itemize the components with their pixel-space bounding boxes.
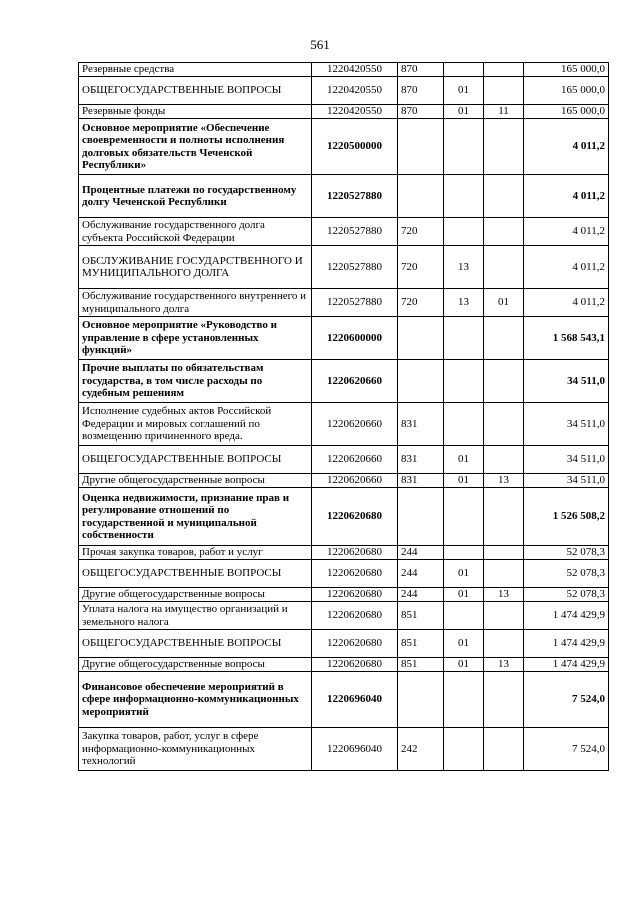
expense-type-cell [398, 672, 444, 728]
subsection-cell [484, 175, 524, 218]
expense-name-cell: Обслуживание государственного долга субъекта Российской Федерации [79, 218, 312, 246]
expense-type-cell: 831 [398, 446, 444, 474]
target-article-cell: 1220620660 [312, 403, 398, 446]
table-row [79, 602, 609, 630]
amount-cell: 1 474 429,9 [524, 630, 609, 658]
section-cell [444, 218, 484, 246]
expense-type-cell: 720 [398, 246, 444, 289]
subsection-cell [484, 488, 524, 546]
target-article-cell: 1220527880 [312, 289, 398, 317]
expense-name-cell: Другие общегосударственные вопросы [79, 658, 312, 672]
table-row [79, 403, 609, 446]
target-article-cell: 1220420550 [312, 105, 398, 119]
amount-cell: 165 000,0 [524, 63, 609, 77]
amount-cell: 1 568 543,1 [524, 317, 609, 360]
table-row [79, 672, 609, 728]
amount-cell: 34 511,0 [524, 403, 609, 446]
section-cell: 13 [444, 289, 484, 317]
expense-type-cell [398, 175, 444, 218]
target-article-cell: 1220620680 [312, 488, 398, 546]
section-cell: 01 [444, 446, 484, 474]
section-cell [444, 602, 484, 630]
subsection-cell [484, 63, 524, 77]
amount-cell: 4 011,2 [524, 175, 609, 218]
amount-cell: 52 078,3 [524, 560, 609, 588]
amount-cell: 7 524,0 [524, 728, 609, 771]
target-article-cell: 1220620660 [312, 360, 398, 403]
expense-type-cell [398, 119, 444, 175]
subsection-cell: 13 [484, 588, 524, 602]
expense-name-cell: Обслуживание государственного внутреннего и муниципального долга [79, 289, 312, 317]
target-article-cell: 1220620660 [312, 446, 398, 474]
subsection-cell: 13 [484, 474, 524, 488]
amount-cell: 4 011,2 [524, 289, 609, 317]
amount-cell: 4 011,2 [524, 119, 609, 175]
budget-table-body [79, 63, 609, 771]
table-row [79, 317, 609, 360]
expense-name-cell: ОБЩЕГОСУДАРСТВЕННЫЕ ВОПРОСЫ [79, 560, 312, 588]
subsection-cell [484, 728, 524, 771]
expense-type-cell: 720 [398, 218, 444, 246]
amount-cell: 4 011,2 [524, 246, 609, 289]
amount-cell: 165 000,0 [524, 77, 609, 105]
target-article-cell: 1220527880 [312, 218, 398, 246]
target-article-cell: 1220620680 [312, 602, 398, 630]
section-cell [444, 728, 484, 771]
table-row [79, 560, 609, 588]
target-article-cell: 1220696040 [312, 672, 398, 728]
section-cell: 01 [444, 658, 484, 672]
expense-name-cell: Исполнение судебных актов Российской Федерации и мировых соглашений по возмещению причиненного вреда. [79, 403, 312, 446]
table-row [79, 119, 609, 175]
table-row [79, 588, 609, 602]
section-cell [444, 175, 484, 218]
subsection-cell [484, 317, 524, 360]
subsection-cell [484, 77, 524, 105]
expense-name-cell: Процентные платежи по государственному долгу Чеченской Республики [79, 175, 312, 218]
section-cell: 01 [444, 105, 484, 119]
subsection-cell: 13 [484, 658, 524, 672]
section-cell: 01 [444, 474, 484, 488]
expense-type-cell: 244 [398, 546, 444, 560]
section-cell [444, 672, 484, 728]
section-cell [444, 488, 484, 546]
subsection-cell [484, 560, 524, 588]
expense-type-cell: 851 [398, 602, 444, 630]
amount-cell: 4 011,2 [524, 218, 609, 246]
table-row [79, 658, 609, 672]
expense-type-cell: 244 [398, 560, 444, 588]
table-row [79, 488, 609, 546]
target-article-cell: 1220620660 [312, 474, 398, 488]
table-row [79, 630, 609, 658]
subsection-cell [484, 546, 524, 560]
target-article-cell: 1220696040 [312, 728, 398, 771]
expense-type-cell: 851 [398, 630, 444, 658]
expense-type-cell: 831 [398, 403, 444, 446]
subsection-cell [484, 218, 524, 246]
section-cell [444, 317, 484, 360]
section-cell [444, 63, 484, 77]
amount-cell: 52 078,3 [524, 588, 609, 602]
amount-cell: 34 511,0 [524, 360, 609, 403]
target-article-cell: 1220620680 [312, 560, 398, 588]
table-row [79, 218, 609, 246]
expense-name-cell: Прочие выплаты по обязательствам государства, в том числе расходы по судебным решениям [79, 360, 312, 403]
subsection-cell [484, 630, 524, 658]
expense-name-cell: Прочая закупка товаров, работ и услуг [79, 546, 312, 560]
subsection-cell: 11 [484, 105, 524, 119]
table-row [79, 77, 609, 105]
target-article-cell: 1220620680 [312, 546, 398, 560]
table-row [79, 446, 609, 474]
expense-type-cell: 244 [398, 588, 444, 602]
subsection-cell [484, 446, 524, 474]
expense-type-cell [398, 317, 444, 360]
budget-table [78, 62, 609, 771]
expense-type-cell [398, 488, 444, 546]
subsection-cell: 01 [484, 289, 524, 317]
section-cell: 13 [444, 246, 484, 289]
table-row [79, 474, 609, 488]
expense-type-cell: 870 [398, 63, 444, 77]
expense-type-cell: 870 [398, 77, 444, 105]
table-row [79, 728, 609, 771]
expense-name-cell: Резервные средства [79, 63, 312, 77]
expense-name-cell: Уплата налога на имущество организаций и земельного налога [79, 602, 312, 630]
table-row [79, 175, 609, 218]
expense-type-cell: 831 [398, 474, 444, 488]
section-cell [444, 360, 484, 403]
section-cell: 01 [444, 560, 484, 588]
expense-type-cell: 851 [398, 658, 444, 672]
amount-cell: 165 000,0 [524, 105, 609, 119]
expense-name-cell: ОБЩЕГОСУДАРСТВЕННЫЕ ВОПРОСЫ [79, 446, 312, 474]
expense-name-cell: Финансовое обеспечение мероприятий в сфере информационно-коммуникационных мероприятий [79, 672, 312, 728]
target-article-cell: 1220600000 [312, 317, 398, 360]
target-article-cell: 1220500000 [312, 119, 398, 175]
expense-name-cell: Резервные фонды [79, 105, 312, 119]
amount-cell: 34 511,0 [524, 474, 609, 488]
section-cell [444, 119, 484, 175]
expense-type-cell: 242 [398, 728, 444, 771]
section-cell: 01 [444, 77, 484, 105]
expense-name-cell: Другие общегосударственные вопросы [79, 588, 312, 602]
amount-cell: 1 474 429,9 [524, 602, 609, 630]
target-article-cell: 1220527880 [312, 175, 398, 218]
expense-type-cell: 870 [398, 105, 444, 119]
amount-cell: 1 526 508,2 [524, 488, 609, 546]
expense-type-cell [398, 360, 444, 403]
amount-cell: 34 511,0 [524, 446, 609, 474]
table-row [79, 360, 609, 403]
expense-name-cell: Оценка недвижимости, признание прав и регулирование отношений по государственной и муниципальной собственности [79, 488, 312, 546]
expense-name-cell: ОБЩЕГОСУДАРСТВЕННЫЕ ВОПРОСЫ [79, 77, 312, 105]
amount-cell: 1 474 429,9 [524, 658, 609, 672]
target-article-cell: 1220620680 [312, 658, 398, 672]
section-cell [444, 546, 484, 560]
expense-name-cell: ОБЩЕГОСУДАРСТВЕННЫЕ ВОПРОСЫ [79, 630, 312, 658]
subsection-cell [484, 602, 524, 630]
target-article-cell: 1220527880 [312, 246, 398, 289]
subsection-cell [484, 119, 524, 175]
expense-name-cell: Другие общегосударственные вопросы [79, 474, 312, 488]
page-number: 561 [310, 37, 330, 52]
subsection-cell [484, 672, 524, 728]
subsection-cell [484, 360, 524, 403]
subsection-cell [484, 403, 524, 446]
subsection-cell [484, 246, 524, 289]
section-cell: 01 [444, 588, 484, 602]
target-article-cell: 1220420550 [312, 77, 398, 105]
amount-cell: 52 078,3 [524, 546, 609, 560]
section-cell [444, 403, 484, 446]
table-row [79, 63, 609, 77]
target-article-cell: 1220420550 [312, 63, 398, 77]
expense-name-cell: Закупка товаров, работ, услуг в сфере информационно-коммуникационных технологий [79, 728, 312, 771]
expense-type-cell: 720 [398, 289, 444, 317]
table-row [79, 289, 609, 317]
target-article-cell: 1220620680 [312, 630, 398, 658]
table-row [79, 546, 609, 560]
expense-name-cell: Основное мероприятие «Обеспечение своевременности и полноты исполнения долговых обязательств Чеченской Республики» [79, 119, 312, 175]
section-cell: 01 [444, 630, 484, 658]
amount-cell: 7 524,0 [524, 672, 609, 728]
table-row [79, 246, 609, 289]
expense-name-cell: Основное мероприятие «Руководство и управление в сфере установленных функций» [79, 317, 312, 360]
table-row [79, 105, 609, 119]
expense-name-cell: ОБСЛУЖИВАНИЕ ГОСУДАРСТВЕННОГО И МУНИЦИПАЛЬНОГО ДОЛГА [79, 246, 312, 289]
target-article-cell: 1220620680 [312, 588, 398, 602]
